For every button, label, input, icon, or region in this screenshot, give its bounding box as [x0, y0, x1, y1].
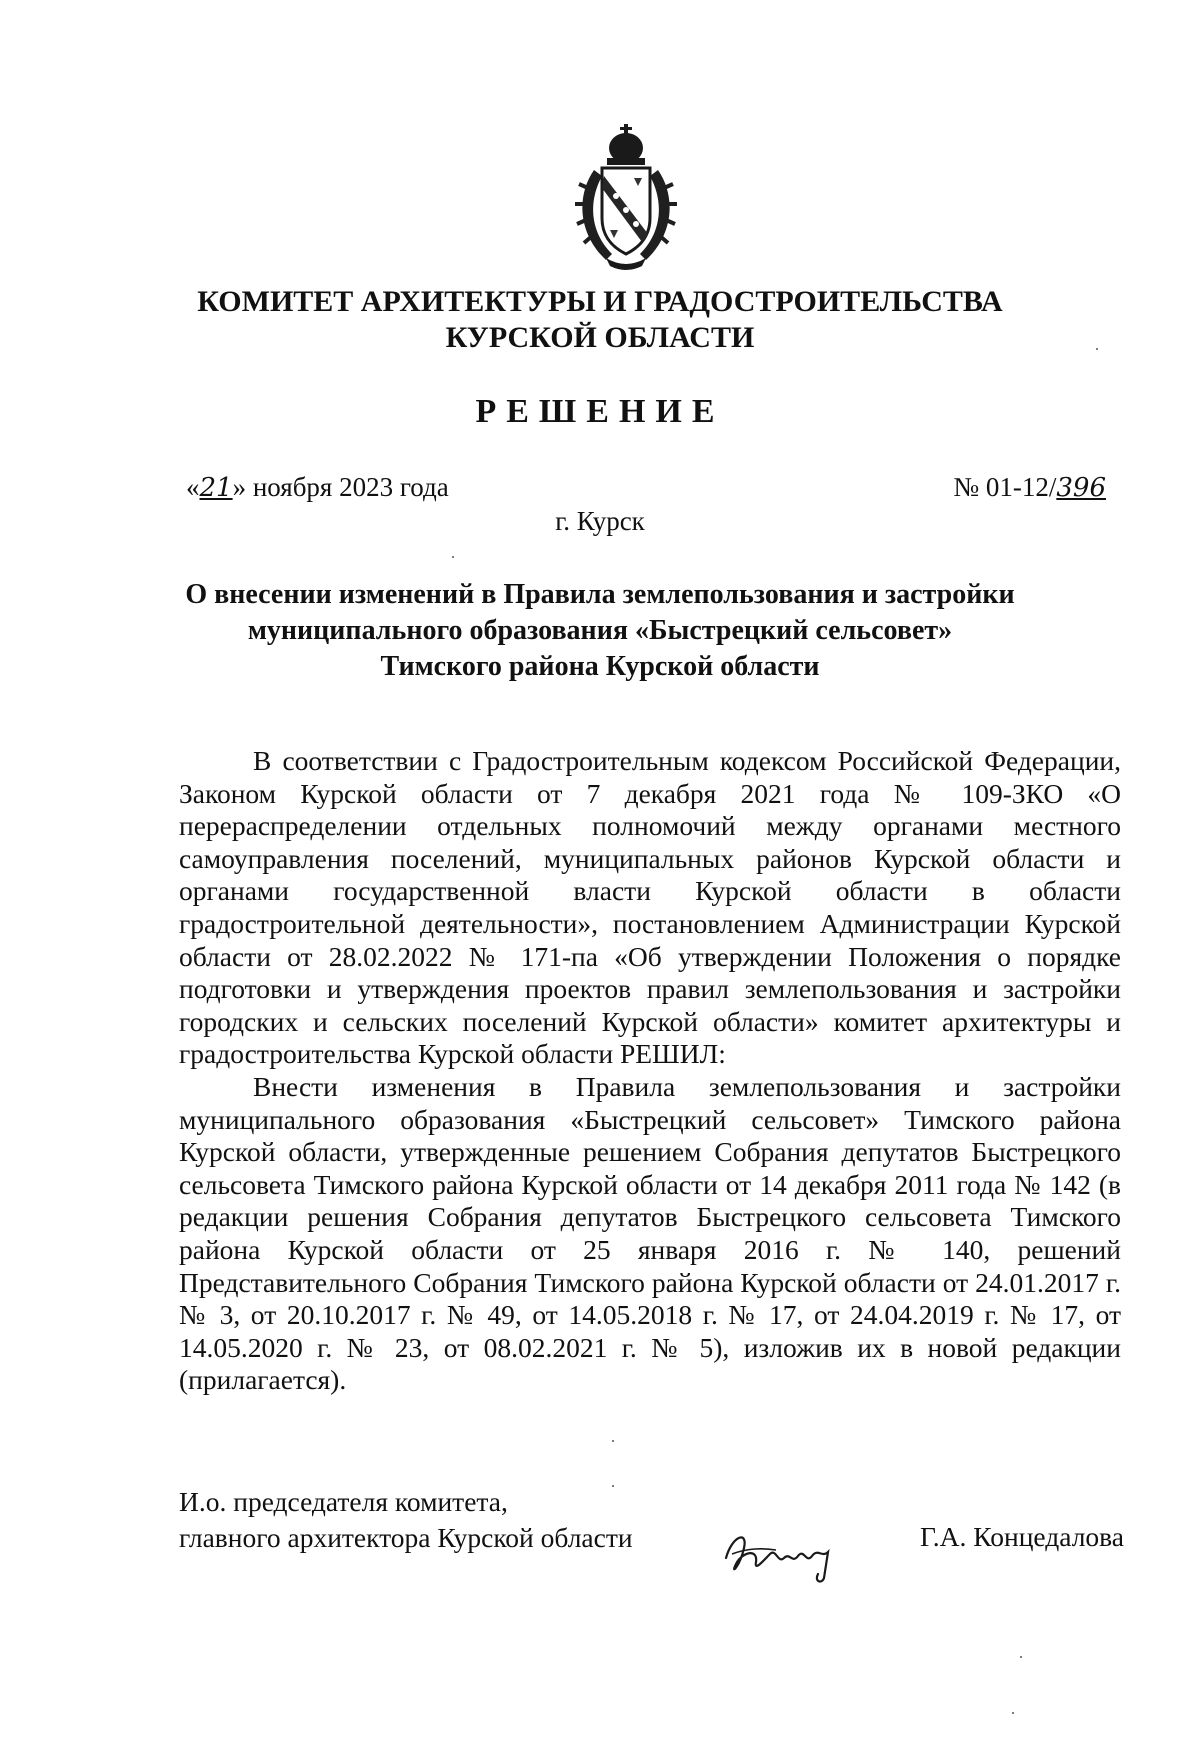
signer-position-line-1: И.о. председателя комитета,: [179, 1486, 508, 1517]
document-title-line-1: О внесении изменений в Правила землепользования и застройки: [185, 579, 1015, 610]
scan-speck: [1012, 1712, 1014, 1714]
document-title-line-2: муниципального образования «Быстрецкий сельсовет»: [247, 615, 953, 646]
scan-speck: [612, 1440, 614, 1442]
document-city: г. Курск: [555, 506, 645, 536]
document-number: [953, 472, 1106, 503]
scan-speck: [612, 1485, 614, 1487]
scan-speck: [452, 556, 454, 558]
handwritten-number: 396: [1056, 473, 1106, 503]
organization-name-line-1: КОМИТЕТ АРХИТЕКТУРЫ И ГРАДОСТРОИТЕЛЬСТВА: [197, 285, 1003, 318]
signer-position: [179, 1484, 633, 1556]
body-paragraph: В соответствии с Градостроительным кодексом Российской Федерации, Законом Курской области от 7 декабря 2021 года № 109-ЗКО «О перераспределении отдельных полномочий между органами местного самоуправления поселений, муниципальных районов Курской области и органами государственной власти Курской области в области градостроительной деятельности», постановлением Администрации Курской области от 28.02.2022 № 171-па «Об утверждении Положения о порядке подготовки и утверждения проектов правил землепользования и застройки городских и сельских поселений Курской области» комитет архитектуры и градостроительства Курской области РЕШИЛ:: [179, 745, 1121, 1070]
document-number-prefix: № 01-12/: [953, 472, 1057, 502]
organization-name-line-2: КУРСКОЙ ОБЛАСТИ: [445, 321, 755, 354]
document-body: [179, 745, 1121, 1397]
signer-name: Г.А. Концедалова: [919, 1521, 1124, 1552]
document-type-heading: РЕШЕНИЕ: [475, 393, 725, 430]
document-date: [186, 472, 449, 503]
body-paragraph: Внести изменения в Правила землепользования и застройки муниципального образования «Быстрецкий сельсовет» Тимского района Курской области, утвержденные решением Собрания депутатов Быстрецкого сельсовета Тимского района Курской области от 14 декабря 2011 года № 142 (в редакции решения Собрания депутатов Быстрецкого сельсовета Тимского района Курской области от 25 января 2016 г. № 140, решений Представительного Собрания Тимского района Курской области от 24.01.2017 г. № 3, от 20.10.2017 г. № 49, от 14.05.2018 г. № 17, от 24.04.2019 г. № 17, от 14.05.2020 г. № 23, от 08.02.2021 г. № 5), изложив их в новой редакции (прилагается).: [179, 1070, 1121, 1396]
scan-speck: [1020, 1656, 1022, 1658]
signer-position-line-2: главного архитектора Курской области: [179, 1522, 633, 1553]
scan-speck: [1096, 348, 1098, 350]
date-close-quote: »: [232, 472, 247, 502]
handwritten-signature-icon: [718, 1518, 848, 1588]
document-title: [150, 577, 1050, 685]
date-open-quote: «: [186, 472, 200, 502]
coat-of-arms-icon: [572, 118, 680, 274]
handwritten-day: 21: [199, 473, 233, 503]
document-title-line-3: Тимского района Курской области: [380, 651, 820, 682]
date-month-year: ноября 2023 года: [252, 472, 449, 502]
